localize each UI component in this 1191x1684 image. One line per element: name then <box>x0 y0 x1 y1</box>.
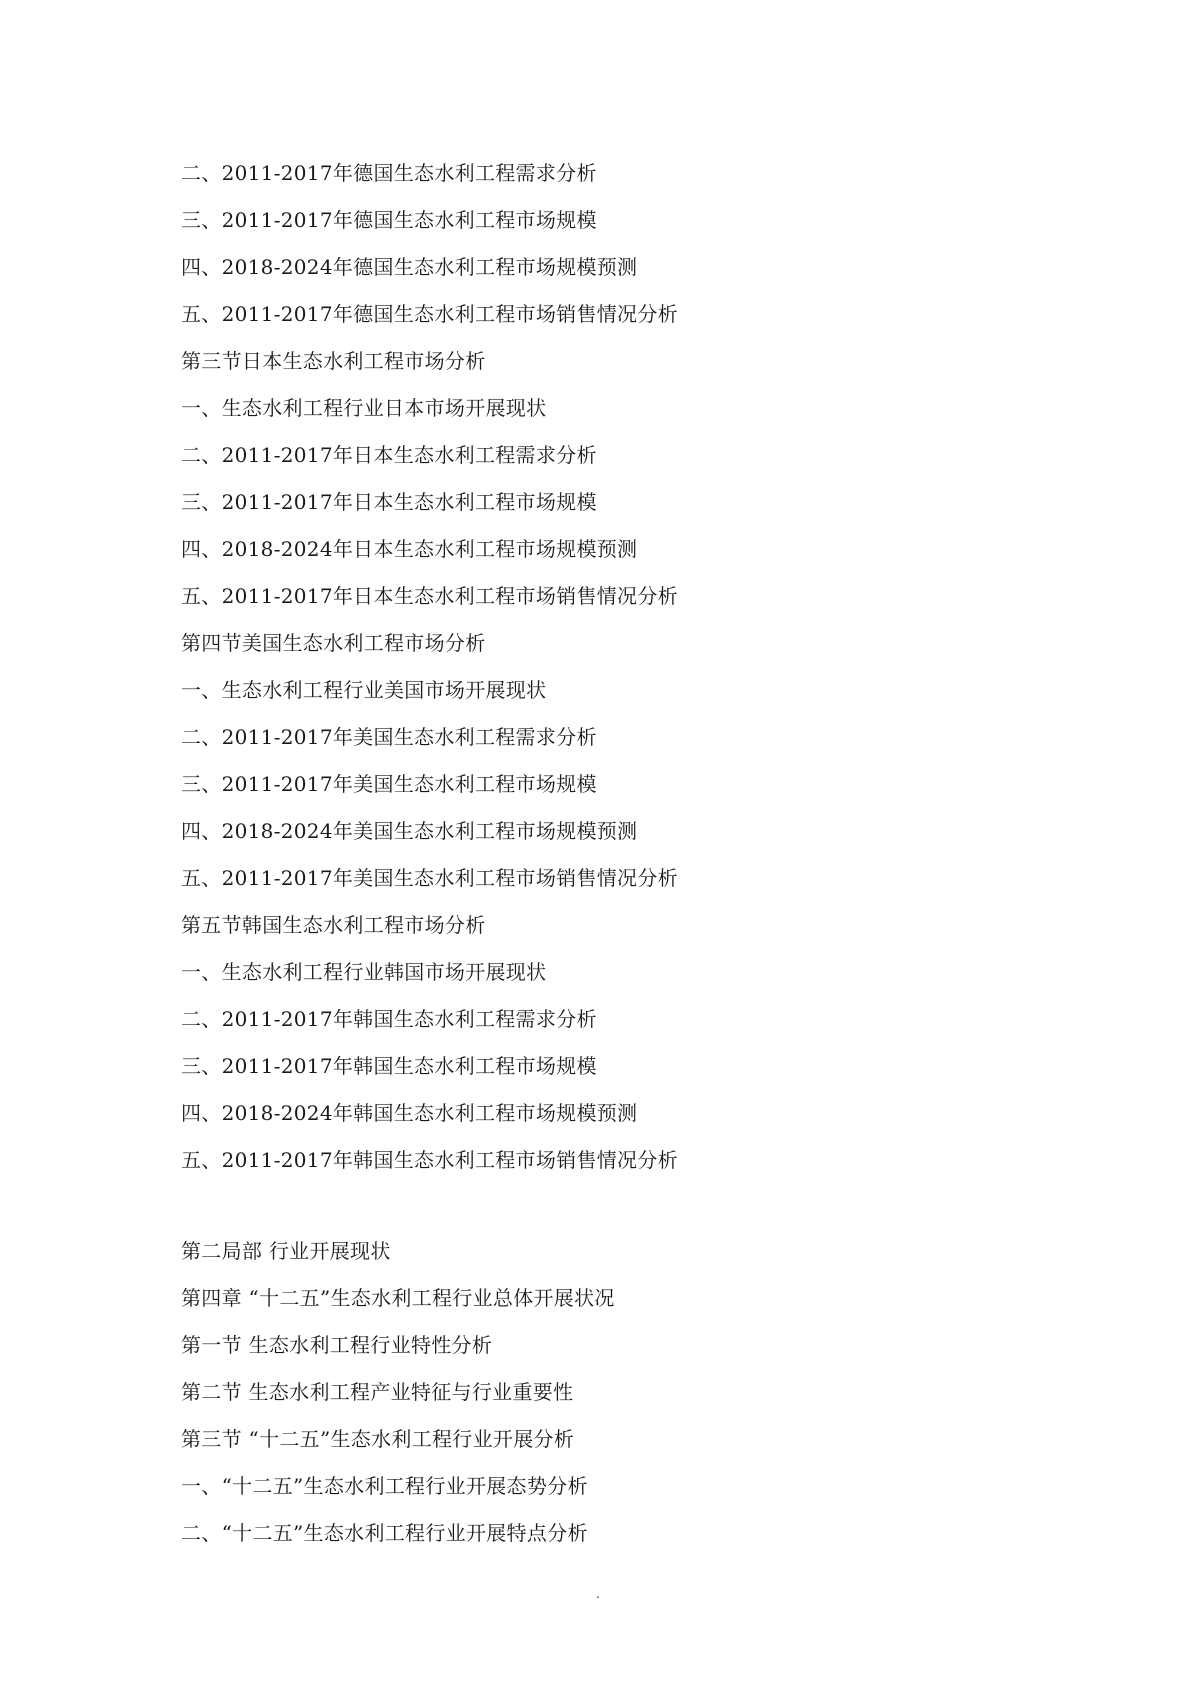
toc-section-heading: 第三节 “十二五”生态水利工程行业开展分析 <box>181 1427 575 1451</box>
toc-line: 二、2011-2017年韩国生态水利工程需求分析 <box>181 1007 597 1031</box>
toc-line: 四、2018-2024年日本生态水利工程市场规模预测 <box>181 537 638 561</box>
toc-line: 五、2011-2017年德国生态水利工程市场销售情况分析 <box>181 302 678 326</box>
toc-line: 五、2011-2017年美国生态水利工程市场销售情况分析 <box>181 866 678 890</box>
toc-line: 三、2011-2017年韩国生态水利工程市场规模 <box>181 1054 597 1078</box>
toc-chapter-heading: 第四章 “十二五”生态水利工程行业总体开展状况 <box>181 1286 615 1310</box>
toc-line: 三、2011-2017年德国生态水利工程市场规模 <box>181 208 597 232</box>
toc-section-heading: 第三节日本生态水利工程市场分析 <box>181 349 486 373</box>
toc-section-heading: 第二节 生态水利工程产业特征与行业重要性 <box>181 1380 574 1404</box>
toc-line: 一、“十二五”生态水利工程行业开展态势分析 <box>181 1474 588 1498</box>
toc-section-heading: 第五节韩国生态水利工程市场分析 <box>181 913 486 937</box>
toc-line: 四、2018-2024年德国生态水利工程市场规模预测 <box>181 255 638 279</box>
toc-line: 二、2011-2017年德国生态水利工程需求分析 <box>181 161 597 185</box>
table-of-contents-part-two <box>181 1228 1081 1557</box>
toc-line: 一、生态水利工程行业美国市场开展现状 <box>181 678 547 702</box>
table-of-contents <box>181 150 1081 1184</box>
toc-line: 五、2011-2017年韩国生态水利工程市场销售情况分析 <box>181 1148 678 1172</box>
toc-line: 二、2011-2017年日本生态水利工程需求分析 <box>181 443 597 467</box>
toc-line: 三、2011-2017年日本生态水利工程市场规模 <box>181 490 597 514</box>
toc-line: 四、2018-2024年韩国生态水利工程市场规模预测 <box>181 1101 638 1125</box>
toc-line: 二、“十二五”生态水利工程行业开展特点分析 <box>181 1521 588 1545</box>
toc-section-heading: 第一节 生态水利工程行业特性分析 <box>181 1333 493 1357</box>
toc-line: 三、2011-2017年美国生态水利工程市场规模 <box>181 772 597 796</box>
toc-part-heading: 第二局部 行业开展现状 <box>181 1239 391 1263</box>
toc-line: 五、2011-2017年日本生态水利工程市场销售情况分析 <box>181 584 678 608</box>
toc-line: 二、2011-2017年美国生态水利工程需求分析 <box>181 725 597 749</box>
toc-line: 四、2018-2024年美国生态水利工程市场规模预测 <box>181 819 638 843</box>
toc-section-heading: 第四节美国生态水利工程市场分析 <box>181 631 486 655</box>
page-footer-mark: . <box>596 1587 600 1601</box>
toc-line: 一、生态水利工程行业韩国市场开展现状 <box>181 960 547 984</box>
toc-line: 一、生态水利工程行业日本市场开展现状 <box>181 396 547 420</box>
